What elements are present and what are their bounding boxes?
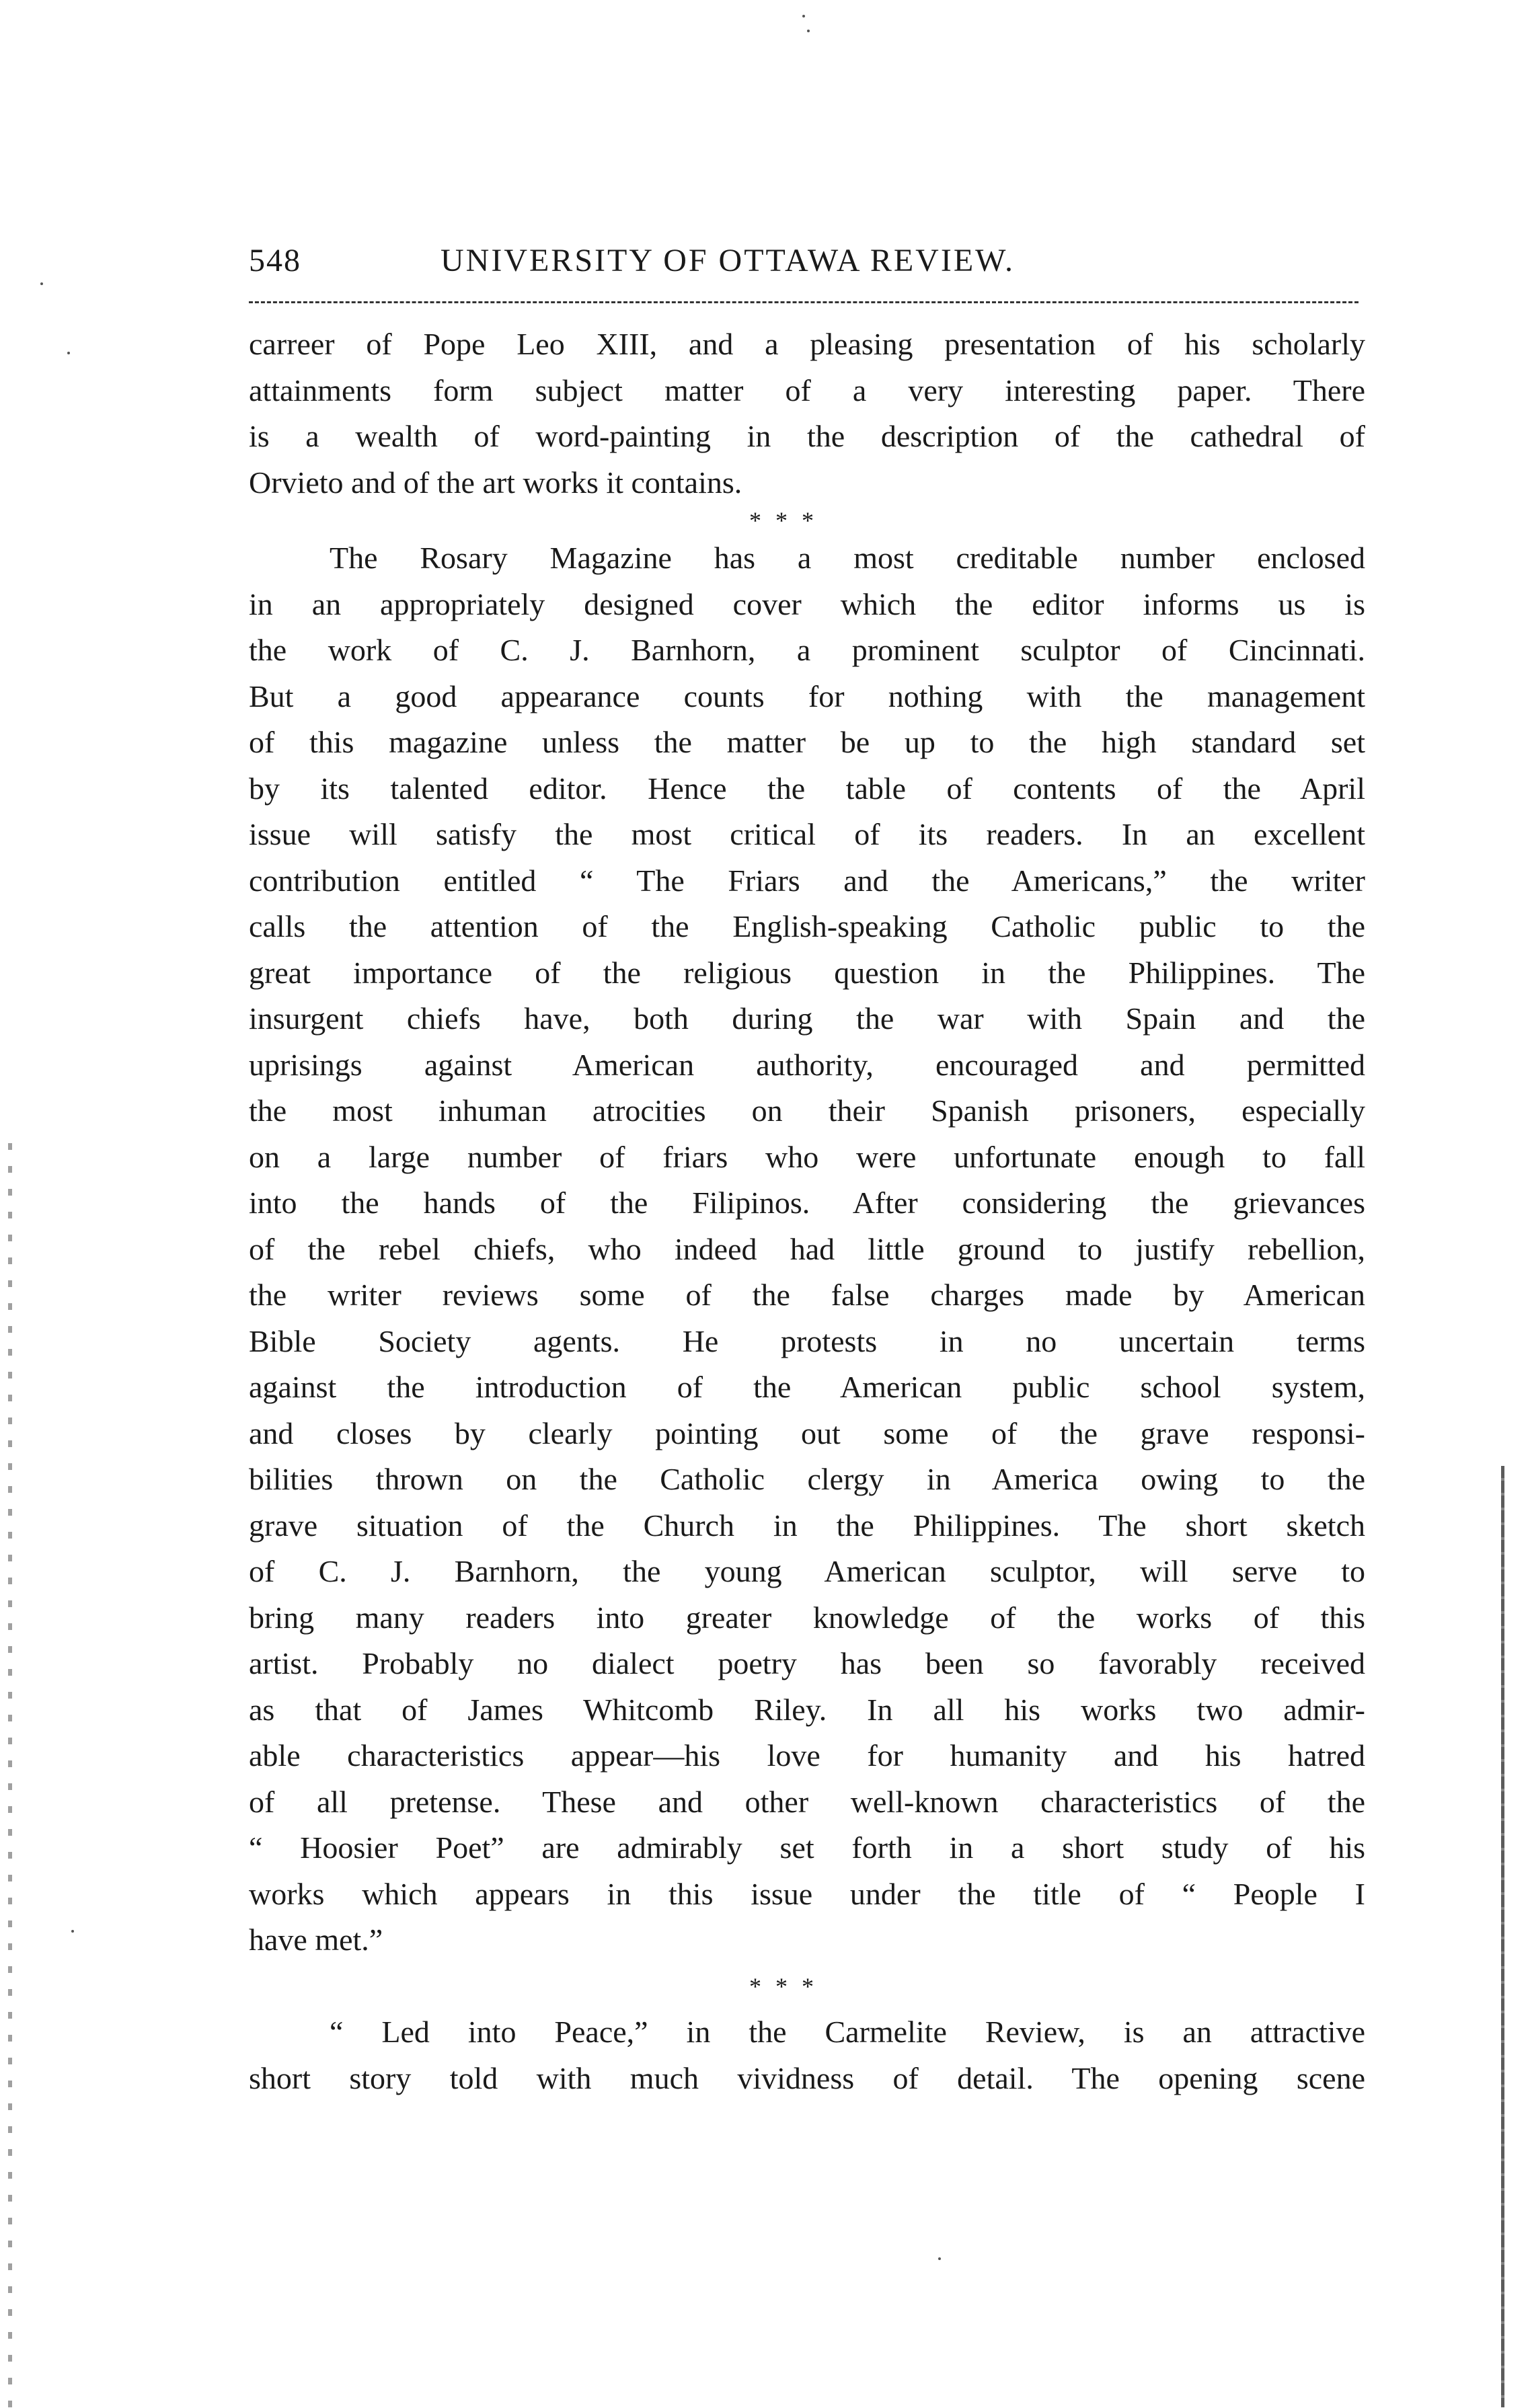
text-line: uprisings against American authority, encouraged and permitted [249, 1047, 1365, 1082]
scan-edge-right [1501, 1466, 1504, 2407]
text-line: The Rosary Magazine has a most creditable number enclosed [330, 541, 1365, 575]
text-line: in an appropriately designed cover which the editor informs us is [249, 586, 1365, 621]
text-line: the most inhuman atrocities on their Spanish prisoners, especially [249, 1093, 1365, 1128]
scan-speck [40, 282, 43, 285]
text-line: and closes by clearly pointing out some of the grave responsi- [249, 1415, 1365, 1450]
text-line: have met.” [249, 1922, 383, 1957]
text-line: by its talented editor. Hence the table of contents of the April [249, 771, 1365, 806]
text-line: attainments form subject matter of a very interesting paper. There [249, 373, 1365, 407]
journal-title: UNIVERSITY OF OTTAWA REVIEW. [441, 243, 1016, 278]
article-body [249, 321, 1365, 2101]
section-ornament: * * * [749, 1972, 818, 2000]
text-line: “ Led into Peace,” in the Carmelite Review, is an attractive [330, 2015, 1365, 2049]
text-line: of the rebel chiefs, who indeed had little ground to justify rebellion, [249, 1231, 1365, 1266]
section-ornament: * * * [749, 507, 818, 534]
text-line: of C. J. Barnhorn, the young American sculptor, will serve to [249, 1554, 1365, 1588]
text-line: calls the attention of the English-speaking Catholic public to the [249, 909, 1365, 943]
text-line: of this magazine unless the matter be up to the high standard set [249, 725, 1365, 759]
text-line: against the introduction of the American public school system, [249, 1370, 1365, 1404]
text-line: the writer reviews some of the false charges made by American [249, 1278, 1365, 1312]
running-head [249, 242, 1365, 289]
text-line: artist. Probably no dialect poetry has been so favorably received [249, 1646, 1365, 1680]
text-line: as that of James Whitcomb Riley. In all his works two admir- [249, 1692, 1365, 1727]
text-line: the work of C. J. Barnhorn, a prominent sculptor of Cincinnati. [249, 633, 1365, 667]
scan-speck [71, 1930, 74, 1933]
text-line: Orvieto and of the art works it contains. [249, 465, 742, 500]
text-line: short story told with much vividness of detail. The opening scene [249, 2060, 1365, 2095]
scan-speck [938, 2257, 941, 2260]
text-line: contribution entitled “ The Friars and the Americans,” the writer [249, 863, 1365, 898]
text-line: insurgent chiefs have, both during the war with Spain and the [249, 1001, 1365, 1036]
text-line: bilities thrown on the Catholic clergy in America owing to the [249, 1462, 1365, 1496]
text-line: is a wealth of word-painting in the description of the cathedral of [249, 419, 1365, 453]
text-line: on a large number of friars who were unfortunate enough to fall [249, 1139, 1365, 1174]
text-line: into the hands of the Filipinos. After considering the grievances [249, 1186, 1365, 1220]
text-line: bring many readers into greater knowledge of the works of this [249, 1600, 1365, 1635]
text-line: “ Hoosier Poet” are admirably set forth in a short study of his [249, 1830, 1365, 1865]
scan-speck [807, 30, 810, 32]
scan-speck [802, 15, 805, 17]
text-line: able characteristics appear—his love for humanity and his hatred [249, 1738, 1365, 1773]
scan-edge-left [8, 1143, 12, 2407]
text-line: Bible Society agents. He protests in no uncertain terms [249, 1323, 1365, 1358]
text-line: carreer of Pope Leo XIII, and a pleasing presentation of his scholarly [249, 327, 1365, 361]
header-rule [249, 301, 1359, 303]
text-line: issue will satisfy the most critical of its readers. In an excellent [249, 817, 1365, 851]
text-line: works which appears in this issue under the title of “ People I [249, 1876, 1365, 1911]
text-line: of all pretense. These and other well-known characteristics of the [249, 1784, 1365, 1819]
page-number: 548 [249, 243, 301, 278]
text-line: great importance of the religious question in the Philippines. The [249, 955, 1365, 990]
text-line: grave situation of the Church in the Philippines. The short sketch [249, 1508, 1365, 1543]
scan-speck [67, 352, 70, 354]
text-line: But a good appearance counts for nothing with the management [249, 678, 1365, 713]
